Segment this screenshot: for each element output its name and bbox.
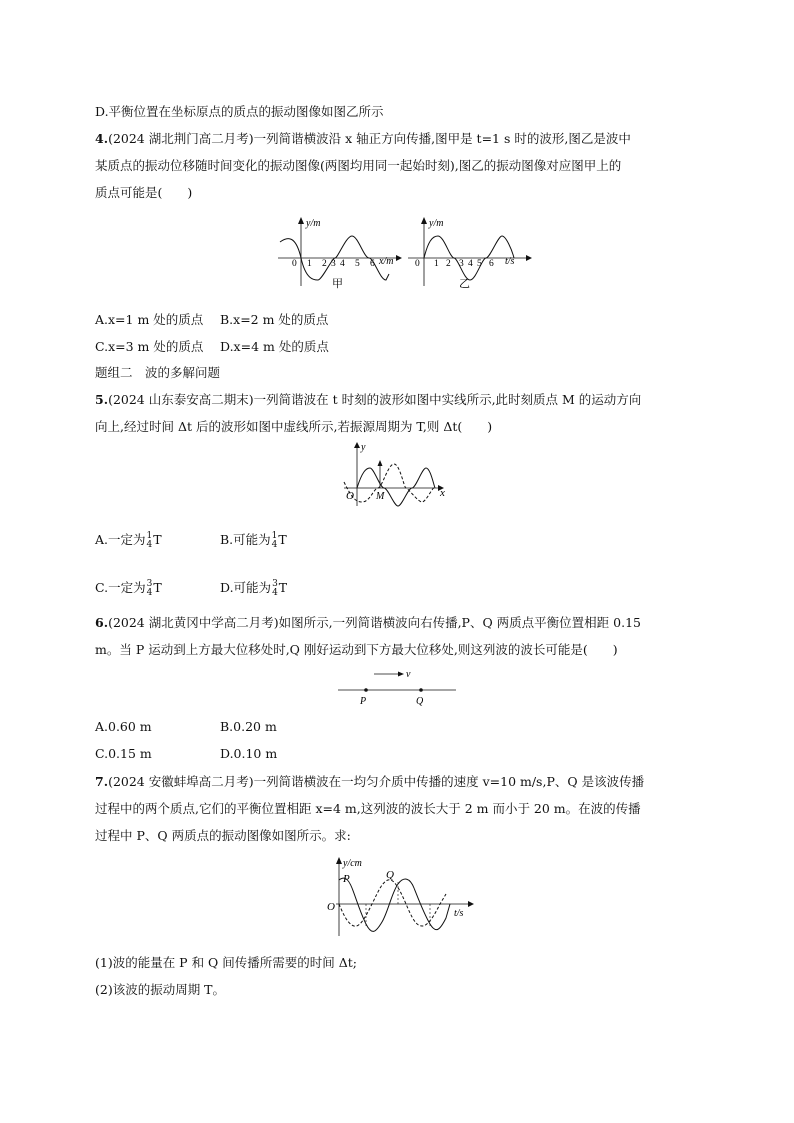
q-label: Q: [416, 696, 424, 707]
x-label: x/m: [379, 256, 394, 267]
q5-c-pre: C.一定为: [95, 580, 146, 595]
q5-b-post: T: [278, 532, 287, 547]
q4-line-1: [95, 131, 631, 147]
y-label: y: [361, 442, 366, 453]
figure-q6: [336, 666, 460, 710]
q5-d-fraction: [272, 580, 278, 598]
figure-jia: [274, 214, 404, 294]
tick-5: 5: [355, 259, 360, 269]
y-label: y/m: [306, 218, 321, 229]
q5-d-den: 4: [272, 587, 278, 598]
y-label: y/cm: [343, 858, 362, 869]
tick-6: 6: [489, 259, 494, 269]
figure-q5: [340, 442, 450, 508]
tick-0: 0: [415, 259, 420, 269]
q7-line-1: [95, 774, 644, 790]
q5-c-post: T: [153, 580, 162, 595]
q5-b-pre: B.可能为: [220, 532, 271, 547]
q7-line-3: 过程中 P、Q 两质点的振动图像如图所示。求:: [95, 828, 351, 843]
p-label: P: [343, 873, 350, 885]
q4-text-1: (2024 湖北荆门高二月考)一列简谐横波沿 x 轴正方向传播,图甲是 t=1 s 时的波形,图乙是波中: [108, 131, 631, 146]
tick-0: 0: [292, 259, 297, 269]
q5-b-fraction: [272, 532, 278, 550]
q7-number: 7.: [95, 774, 109, 789]
group2-title: 题组二 波的多解问题: [95, 365, 221, 380]
y-axis-arrow: [354, 442, 360, 448]
tick-2: 2: [446, 259, 451, 269]
tick-5: 5: [477, 259, 482, 269]
q5-option-d: [220, 578, 287, 598]
q4-line-2: 某质点的振动位移随时间变化的振动图像(两图均用同一起始时刻),图乙的振动图像对应图甲上的: [95, 158, 622, 173]
p-curve: [339, 878, 450, 931]
q5-a-post: T: [153, 532, 162, 547]
y-axis-arrow: [421, 217, 427, 224]
q5-b-den: 4: [271, 539, 278, 550]
q7-sub1: (1)波的能量在 P 和 Q 间传播所需要的时间 Δt;: [95, 955, 357, 970]
m-label: M: [376, 491, 385, 502]
point-q: [419, 688, 423, 692]
y-label: y/m: [429, 218, 444, 229]
q5-line-2: 向上,经过时间 Δt 后的波形如图中虚线所示,若振源周期为 T,则 Δt( ): [95, 419, 493, 434]
caption-jia: 甲: [332, 278, 343, 290]
q6-number: 6.: [95, 615, 109, 630]
solid-wave: [357, 468, 435, 506]
caption-yi: 乙: [459, 278, 470, 290]
q5-a-pre: A.一定为: [95, 532, 146, 547]
t-axis-arrow: [468, 901, 474, 907]
x-axis-arrow: [396, 255, 402, 261]
q5-option-c: [95, 578, 162, 598]
m-arrow-head: [378, 460, 383, 466]
q5-line-1: [95, 392, 641, 408]
q5-d-post: T: [278, 580, 288, 595]
tick-4: 4: [468, 259, 473, 269]
q6-text-1: (2024 湖北黄冈中学高二月考)如图所示,一列简谐横波向右传播,P、Q 两质点平衡位置相距 0.15: [108, 615, 641, 630]
figure-yi: [404, 214, 534, 294]
q4-option-d: D.x=4 m 处的质点: [220, 339, 329, 354]
q4-option-c: C.x=3 m 处的质点: [95, 339, 204, 354]
point-p: [364, 688, 368, 692]
q5-d-num: 3: [272, 578, 278, 589]
figure-q7: [322, 854, 482, 940]
tick-1: 1: [434, 259, 439, 269]
tick-1: 1: [307, 259, 312, 269]
q7-text-1: (2024 安徽蚌埠高二月考)一列简谐横波在一均匀介质中传播的速度 v=10 m/s,P、Q 是该波传播: [108, 774, 645, 789]
origin-label: O: [327, 901, 335, 913]
q7-line-2: 过程中的两个质点,它们的平衡位置相距 x=4 m,这列波的波长大于 2 m 而小于 20 m。在波的传播: [95, 801, 641, 816]
tick-2: 2: [322, 259, 327, 269]
q5-option-b: [220, 530, 287, 550]
tick-4: 4: [340, 259, 345, 269]
origin-label: O: [346, 490, 354, 502]
q5-text-1: (2024 山东泰安高二期末)一列简谐波在 t 时刻的波形如图中实线所示,此时刻质点 M 的运动方向: [108, 392, 642, 407]
tick-3: 3: [331, 259, 336, 269]
q5-a-den: 4: [146, 539, 153, 550]
t-label: t/s: [505, 256, 515, 267]
q6-option-c: C.0.15 m: [95, 746, 152, 761]
x-label: x: [440, 487, 445, 499]
velocity-arrow-head: [398, 672, 404, 677]
y-axis-arrow: [336, 857, 342, 864]
q6-line-2: m。当 P 运动到上方最大位移处时,Q 刚好运动到下方最大位移处,则这列波的波长可能是( ): [95, 642, 618, 657]
p-label: P: [360, 696, 367, 707]
q6-option-a: A.0.60 m: [95, 719, 152, 734]
dashed-wave: [344, 464, 434, 502]
v-label: v: [406, 669, 411, 680]
q4-option-b: B.x=2 m 处的质点: [220, 312, 329, 327]
y-axis-arrow: [298, 217, 304, 224]
q6-option-d: D.0.10 m: [220, 746, 278, 761]
q6-option-b: B.0.20 m: [220, 719, 277, 734]
q3-option-d: D.平衡位置在坐标原点的质点的振动图像如图乙所示: [95, 104, 384, 119]
q7-sub2: (2)该波的振动周期 T。: [95, 982, 226, 997]
tick-3: 3: [459, 259, 464, 269]
q4-number: 4.: [95, 131, 109, 146]
q6-line-1: [95, 615, 641, 631]
q5-a-fraction: [147, 532, 153, 550]
t-axis-arrow: [526, 255, 532, 261]
q5-number: 5.: [95, 392, 109, 407]
q5-c-num: 3: [146, 578, 153, 589]
q5-b-num: 1: [271, 530, 278, 541]
tick-6: 6: [370, 259, 375, 269]
q5-c-den: 4: [146, 587, 153, 598]
q5-option-a: [95, 530, 162, 550]
q5-a-num: 1: [146, 530, 153, 541]
q5-d-pre: D.可能为: [220, 580, 272, 595]
q5-c-fraction: [147, 580, 153, 598]
q4-option-a: A.x=1 m 处的质点: [95, 312, 204, 327]
t-label: t/s: [454, 908, 464, 919]
q-label: Q: [386, 869, 394, 881]
q4-line-3: 质点可能是( ): [95, 185, 193, 200]
q-curve: [339, 880, 446, 926]
